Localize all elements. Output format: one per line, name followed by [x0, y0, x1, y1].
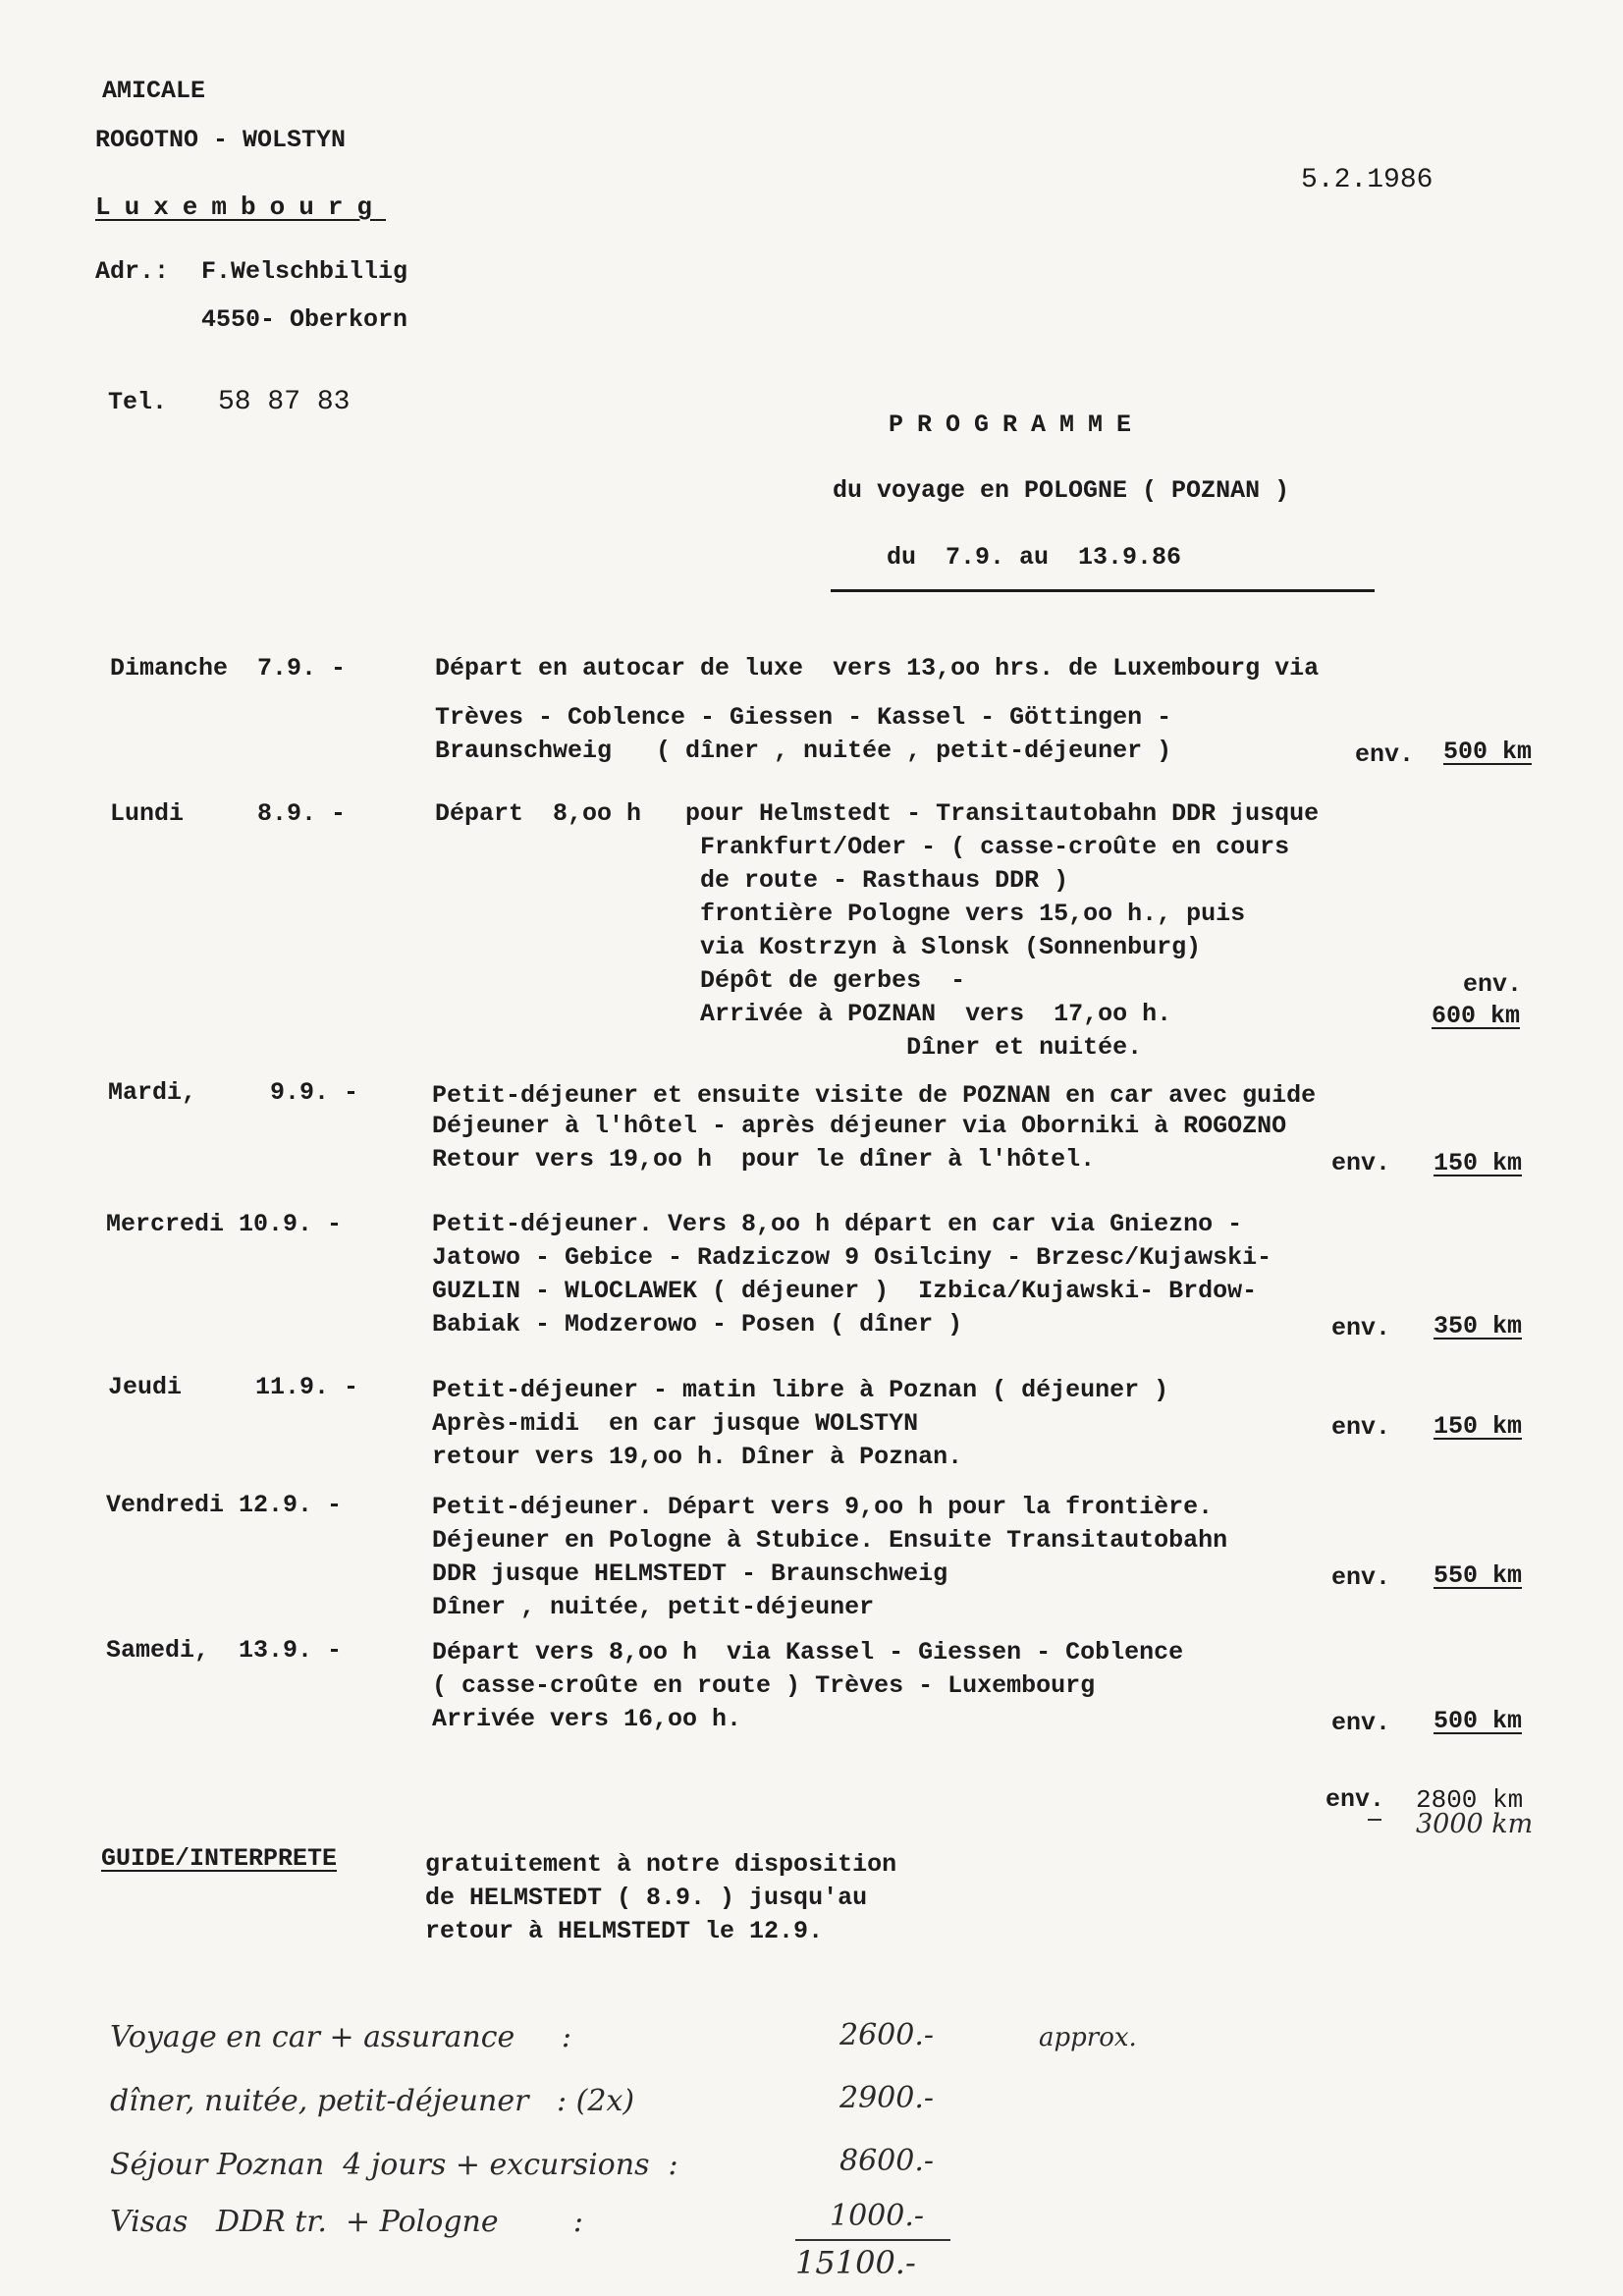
day-label-samedi: Samedi, 13.9. -	[106, 1636, 343, 1665]
day-label-mardi: Mardi, 9.9. -	[108, 1078, 359, 1107]
day-env: env.	[1331, 1149, 1391, 1177]
guide-label: GUIDE/INTERPRETE	[101, 1844, 338, 1873]
day-line: Après-midi en car jusque WOLSTYN	[432, 1409, 919, 1438]
heading-underline	[831, 589, 1375, 592]
day-line: Petit-déjeuner. Départ vers 9,oo h pour la frontière.	[432, 1493, 1214, 1521]
document-date: 5.2.1986	[1301, 165, 1434, 195]
day-env: env.	[1331, 1314, 1391, 1342]
day-line: Déjeuner à l'hôtel - après déjeuner via Oborniki à ROGOZNO	[432, 1112, 1287, 1140]
total-handwritten-dash	[1368, 1819, 1381, 1821]
day-km: 550 km	[1434, 1561, 1523, 1590]
day-line: Départ en autocar de luxe vers 13,oo hrs. de Luxembourg via	[435, 654, 1320, 683]
day-line: Petit-déjeuner et ensuite visite de POZNAN en car avec guide	[432, 1081, 1317, 1110]
day-km: 600 km	[1432, 1002, 1521, 1030]
cost-item: dîner, nuitée, petit-déjeuner : (2x)	[110, 2084, 635, 2118]
tel-label: Tel.	[108, 388, 168, 416]
day-label-lundi: Lundi 8.9. -	[110, 799, 347, 828]
day-line: Braunschweig ( dîner , nuitée , petit-déjeuner )	[435, 737, 1172, 765]
day-line: Babiak - Modzerowo - Posen ( dîner )	[432, 1310, 963, 1339]
day-line: ( casse-croûte en route ) Trèves - Luxembourg	[432, 1671, 1096, 1700]
guide-line: retour à HELMSTEDT le 12.9.	[425, 1917, 824, 1945]
cost-item: Visas DDR tr. + Pologne :	[110, 2205, 583, 2239]
day-km: 150 km	[1434, 1412, 1523, 1441]
day-line: Déjeuner en Pologne à Stubice. Ensuite Transitautobahn	[432, 1526, 1228, 1555]
programme-date-range: du 7.9. au 13.9.86	[887, 543, 1182, 572]
guide-line: gratuitement à notre disposition	[425, 1850, 897, 1879]
day-line: de route - Rasthaus DDR )	[435, 866, 1069, 895]
cost-sum-rule	[795, 2239, 950, 2241]
day-line: retour vers 19,oo h. Dîner à Poznan.	[432, 1443, 963, 1471]
tel-number: 58 87 83	[218, 387, 351, 417]
day-line: DDR jusque HELMSTEDT - Braunschweig	[432, 1559, 948, 1588]
day-line: Retour vers 19,oo h pour le dîner à l'hôtel.	[432, 1145, 1096, 1174]
total-km-typed: 2800 km	[1416, 1785, 1524, 1815]
day-label-dimanche: Dimanche 7.9. -	[110, 654, 347, 683]
day-line: Dépôt de gerbes -	[435, 966, 966, 995]
total-km-handwritten: 3000 km	[1416, 1809, 1534, 1839]
total-env: env.	[1325, 1785, 1385, 1814]
day-env: env.	[1355, 740, 1415, 769]
day-env: env.	[1331, 1563, 1391, 1592]
day-line: Frankfurt/Oder - ( casse-croûte en cours	[435, 833, 1290, 861]
address-name: F.Welschbillig	[201, 257, 408, 286]
letterhead-country: Luxembourg	[95, 192, 387, 222]
cost-item: Voyage en car + assurance :	[110, 2020, 572, 2054]
day-line: Départ vers 8,oo h via Kassel - Giessen - Coblence	[432, 1638, 1184, 1667]
day-line: Dîner , nuitée, petit-déjeuner	[432, 1593, 875, 1621]
day-env: env.	[1331, 1413, 1391, 1442]
letterhead-line1: AMICALE	[102, 77, 206, 105]
address-label: Adr.:	[95, 257, 170, 286]
day-line: Dîner et nuitée.	[435, 1033, 1143, 1062]
day-label-mercredi: Mercredi 10.9. -	[106, 1210, 343, 1238]
cost-amount: 8600.-	[839, 2144, 935, 2178]
cost-total: 15100.-	[795, 2244, 916, 2281]
day-line: Arrivée à POZNAN vers 17,oo h.	[435, 1000, 1172, 1028]
day-km: 150 km	[1434, 1149, 1523, 1177]
cost-amount: 2600.-	[839, 2018, 935, 2052]
address-city: 4550- Oberkorn	[201, 305, 408, 334]
day-line: Arrivée vers 16,oo h.	[432, 1705, 742, 1733]
day-km: 500 km	[1434, 1707, 1523, 1735]
day-line: Jatowo - Gebice - Radziczow 9 Osilciny - Brzesc/Kujawski-	[432, 1243, 1272, 1272]
programme-title: PROGRAMME	[889, 410, 1146, 439]
day-label-vendredi: Vendredi 12.9. -	[106, 1491, 343, 1519]
day-line: Petit-déjeuner - matin libre à Poznan ( déjeuner )	[432, 1376, 1169, 1404]
letterhead-line2: ROGOTNO - WOLSTYN	[95, 126, 347, 154]
day-line: via Kostrzyn à Slonsk (Sonnenburg)	[435, 933, 1202, 961]
day-line: GUZLIN - WLOCLAWEK ( déjeuner ) Izbica/Kujawski- Brdow-	[432, 1277, 1258, 1305]
cost-amount: 1000.-	[830, 2199, 925, 2233]
day-line: frontière Pologne vers 15,oo h., puis	[435, 900, 1246, 928]
cost-amount: 2900.-	[839, 2081, 935, 2115]
day-km: 350 km	[1434, 1312, 1523, 1340]
day-label-jeudi: Jeudi 11.9. -	[108, 1373, 359, 1401]
day-env: env.	[1463, 970, 1523, 999]
day-km: 500 km	[1443, 738, 1533, 766]
programme-subtitle: du voyage en POLOGNE ( POZNAN )	[833, 476, 1290, 505]
day-line: Petit-déjeuner. Vers 8,oo h départ en car via Gniezno -	[432, 1210, 1243, 1238]
day-env: env.	[1331, 1709, 1391, 1737]
day-line: Trèves - Coblence - Giessen - Kassel - Göttingen -	[435, 703, 1172, 732]
guide-line: de HELMSTEDT ( 8.9. ) jusqu'au	[425, 1884, 868, 1912]
cost-note: approx.	[1039, 2023, 1137, 2052]
day-line: Départ 8,oo h pour Helmstedt - Transitautobahn DDR jusque	[435, 799, 1320, 828]
cost-item: Séjour Poznan 4 jours + excursions :	[110, 2148, 678, 2182]
